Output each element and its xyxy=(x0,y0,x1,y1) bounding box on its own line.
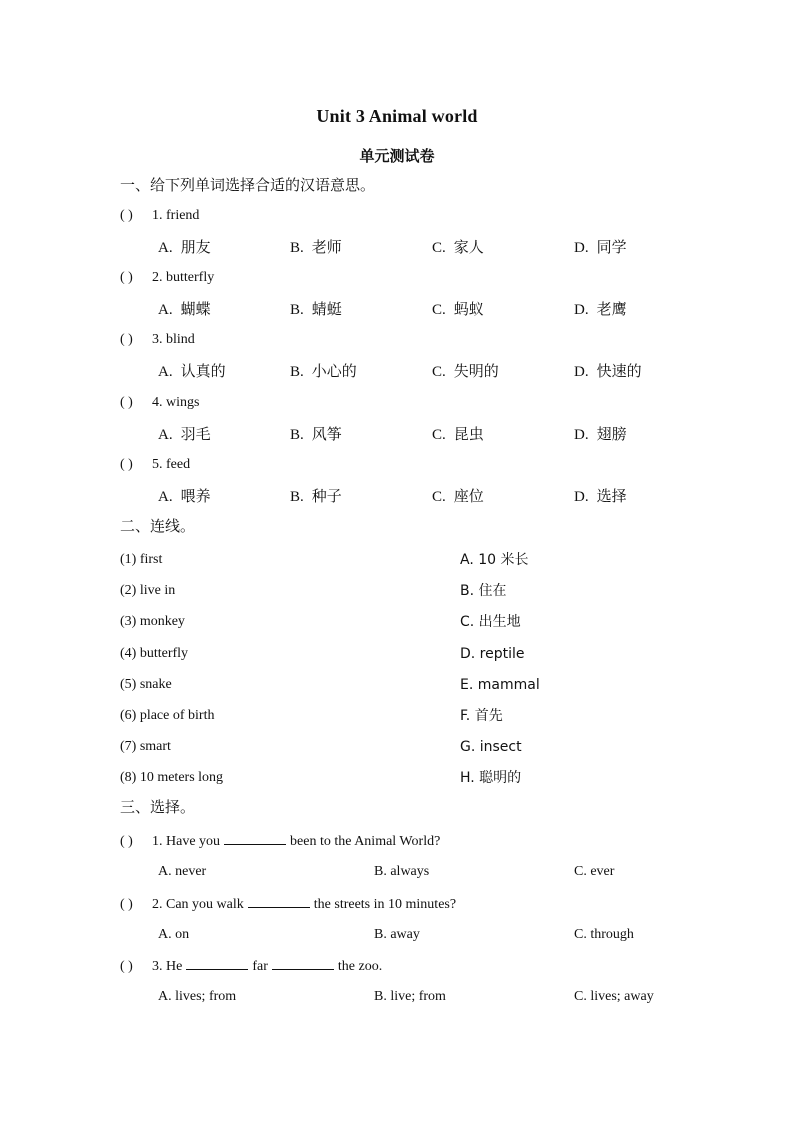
option-item xyxy=(290,237,342,258)
option-text: 蚂蚁 xyxy=(453,300,484,318)
option-label: D. xyxy=(574,302,589,318)
option-text: 喂养 xyxy=(180,487,211,505)
page-subtitle: 单元测试卷 xyxy=(359,149,435,165)
match-right-item: D. reptile xyxy=(460,645,525,662)
answer-paren: ( ) xyxy=(120,395,133,410)
match-right-item: G. insect xyxy=(460,739,522,756)
option-item: B. live; from xyxy=(374,989,446,1004)
answer-blank xyxy=(186,955,248,970)
option-text: 老鹰 xyxy=(596,300,627,318)
question-word: 5. feed xyxy=(152,457,191,472)
option-label: B. xyxy=(290,302,304,318)
option-item xyxy=(574,237,627,258)
answer-paren: ( ) xyxy=(120,897,133,912)
answer-paren: ( ) xyxy=(120,834,133,849)
question-row xyxy=(120,455,190,475)
option-label: D. xyxy=(574,364,589,380)
match-left-item: (5) snake xyxy=(120,676,172,692)
answer-paren: ( ) xyxy=(120,332,133,347)
option-label: D. xyxy=(574,240,589,256)
option-item xyxy=(432,486,484,507)
question-text: 1. Have you xyxy=(152,834,221,849)
option-text: 认真的 xyxy=(180,362,226,380)
option-item xyxy=(432,299,484,320)
option-text: 老师 xyxy=(311,238,342,256)
option-item: A. lives; from xyxy=(158,989,237,1004)
section3-heading: 三、选择。 xyxy=(120,798,196,816)
option-item xyxy=(574,361,642,382)
option-item xyxy=(574,299,627,320)
option-text: 蝴蝶 xyxy=(180,300,211,318)
answer-blank xyxy=(248,893,310,908)
option-text: 种子 xyxy=(311,487,342,505)
match-left-item: (8) 10 meters long xyxy=(120,770,224,786)
option-label: B. xyxy=(290,240,304,256)
section1-heading: 一、给下列单词选择合适的汉语意思。 xyxy=(120,176,376,194)
section2-heading: 二、连线。 xyxy=(120,517,196,535)
option-text: 座位 xyxy=(453,487,484,505)
option-label: C. xyxy=(432,489,446,505)
question-row xyxy=(120,955,382,977)
answer-blank xyxy=(272,955,334,970)
option-label: B. xyxy=(290,427,304,443)
option-item xyxy=(432,361,499,382)
question-word: 4. wings xyxy=(152,395,200,410)
option-item xyxy=(158,237,211,258)
option-item: C. through xyxy=(574,927,634,942)
option-label: D. xyxy=(574,489,589,505)
option-label: C. xyxy=(432,240,446,256)
option-text: 风筝 xyxy=(311,425,342,443)
question-row xyxy=(120,893,456,915)
option-item: A. never xyxy=(158,864,207,879)
question-text: 3. He xyxy=(152,959,183,974)
option-item xyxy=(432,237,484,258)
match-left-item: (2) live in xyxy=(120,583,176,599)
match-left-item: (1) first xyxy=(120,552,163,567)
option-label: C. xyxy=(432,427,446,443)
question-row xyxy=(120,830,440,852)
option-label: A. xyxy=(158,364,173,380)
option-item: C. lives; away xyxy=(574,989,654,1004)
option-text: 羽毛 xyxy=(180,425,211,443)
match-right-item: H. 聪明的 xyxy=(460,770,522,787)
option-text: 昆虫 xyxy=(453,425,484,443)
option-item xyxy=(290,486,342,507)
option-label: B. xyxy=(290,364,304,380)
option-item: A. on xyxy=(158,927,190,942)
option-item xyxy=(432,424,484,445)
option-text: 翅膀 xyxy=(596,425,627,443)
question-row xyxy=(120,393,199,413)
option-text: 快速的 xyxy=(596,362,642,380)
question-text: 2. Can you walk xyxy=(152,897,244,912)
option-item xyxy=(158,361,226,382)
option-item xyxy=(574,486,627,507)
option-label: A. xyxy=(158,489,173,505)
question-row xyxy=(120,206,199,226)
option-item xyxy=(290,361,357,382)
match-right-item: B. 住在 xyxy=(460,583,507,600)
answer-paren: ( ) xyxy=(120,270,133,285)
option-label: A. xyxy=(158,302,173,318)
option-label: A. xyxy=(158,427,173,443)
answer-paren: ( ) xyxy=(120,457,133,472)
match-left-item: (6) place of birth xyxy=(120,708,215,723)
match-left-item: (4) butterfly xyxy=(120,645,189,661)
option-item xyxy=(290,299,342,320)
option-item: C. ever xyxy=(574,864,615,879)
option-text: 朋友 xyxy=(180,238,211,256)
option-item xyxy=(290,424,342,445)
option-label: D. xyxy=(574,427,589,443)
option-text: 同学 xyxy=(596,238,627,256)
match-left-item: (7) smart xyxy=(120,739,171,755)
question-row xyxy=(120,268,214,288)
question-text: been to the Animal World? xyxy=(290,834,441,849)
option-text: 失明的 xyxy=(453,362,499,380)
option-item xyxy=(574,424,627,445)
option-text: 蜻蜓 xyxy=(311,300,342,318)
option-text: 小心的 xyxy=(311,362,357,380)
question-word: 2. butterfly xyxy=(152,270,215,285)
match-left-item: (3) monkey xyxy=(120,614,185,630)
option-label: C. xyxy=(432,364,446,380)
answer-blank xyxy=(224,830,286,845)
question-row xyxy=(120,330,195,350)
answer-paren: ( ) xyxy=(120,208,133,223)
question-text: the streets in 10 minutes? xyxy=(313,897,457,912)
option-item xyxy=(158,424,211,445)
match-right-item: A. 10 米长 xyxy=(460,552,529,568)
option-text: 家人 xyxy=(453,238,484,256)
match-right-item: C. 出生地 xyxy=(460,614,521,631)
option-text: 选择 xyxy=(596,487,627,505)
option-item xyxy=(158,486,211,507)
match-right-item: E. mammal xyxy=(460,676,540,693)
page-title: Unit 3 Animal world xyxy=(316,106,478,126)
question-text: the zoo. xyxy=(337,959,383,974)
option-item xyxy=(158,299,211,320)
question-word: 3. blind xyxy=(152,332,195,347)
option-item: B. always xyxy=(374,864,430,879)
question-text: far xyxy=(252,959,268,974)
match-right-item: F. 首先 xyxy=(460,708,503,724)
option-label: B. xyxy=(290,489,304,505)
option-item: B. away xyxy=(374,927,420,942)
option-label: A. xyxy=(158,240,173,256)
question-word: 1. friend xyxy=(152,208,200,223)
option-label: C. xyxy=(432,302,446,318)
answer-paren: ( ) xyxy=(120,959,133,974)
